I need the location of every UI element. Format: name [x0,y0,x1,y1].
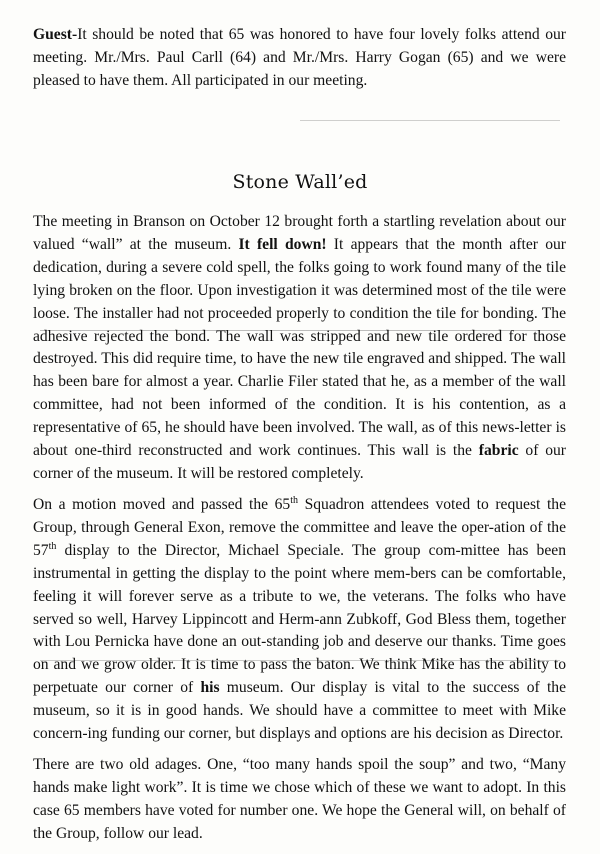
motion-text-4: museum. Our display is vital to the success of the museum, so it is in good hands. We should have a committee to meet with Mike concern-ing funding our corner, but displays and options are his decision as Director. [33,679,566,743]
motion-text-1: On a motion moved and passed the 65 [33,496,291,513]
motion-sup-2: th [48,540,57,552]
wall-bold-2: fabric [478,442,519,460]
adages-paragraph: There are two old adages. One, “too many hands spoil the soup” and two, “Many hands make light work”. It is time we chose which of these we want to adopt. In this case 65 members have voted for number one. We hope the General will, on behalf of the Group, follow our lead. [33,756,566,842]
wall-paragraph [33,211,566,486]
scan-artifact-line [300,120,560,121]
wall-text-3: of our corner of the museum. It will be restored completely. [33,442,567,482]
motion-sup-1: th [290,495,299,506]
article-title: Stone Wall’ed [232,171,368,193]
motion-text-3: display to the Director, Michael Speciale. The group com-mittee has been instrumental in getting the display to the point where mem-bers can be comfortable, feeling it will forever serve as a tribute to we, the veterans. The folks who have served so well, Harvey Lippincott and Herm-ann Zubkoff, God Bless them, together with Lou Pernicka have done an out-standing job and deserve our thanks. Time goes on and we grow older. It is time to pass the baton. We think Mike has the ability to perpetuate our corner of [33,541,566,697]
guest-paragraph [33,24,566,93]
wall-text-1: The meeting in Branson on October 12 brought forth a startling revelation about our valued “wall” at the museum. [33,213,566,253]
scan-artifact-line [40,660,560,661]
motion-text-2: Squadron attendees voted to request the Group, through General Exon, remove the committee and leave the oper-ation of the 57 [33,496,566,559]
wall-text-2: It appears that the month after our dedication, during a severe cold spell, the folks going to work found many of the tile lying broken on the floor. Upon investigation it was determined most of the tile were loose. The installer had not proceeded properly to condition the tile for bonding. The adhesive rejected the bond. The wall was stripped and new tile ordered for those destroyed. This did require time, to have the new tile engraved and shipped. The wall has been bare for almost a year. Charlie Filer stated that he, as a member of the wall committee, had not been informed of the condition. It is his contention, as a representative of 65, he should have been involved. The wall, as of this news-letter is about one-third reconstructed and work continues. This wall is the [33,235,566,460]
wall-bold-1: It fell down! [238,235,327,253]
guest-text: It should be noted that 65 was honored to have four lovely folks attend our meeting. Mr./Mrs. Paul Carll (64) and Mr./Mrs. Harry Gogan (65) and we were pleased to have them. All participated in our meeting. [33,26,566,89]
motion-paragraph [33,494,566,746]
motion-bold: his [200,679,220,697]
scan-artifact-line [40,330,560,331]
guest-label: Guest- [33,26,78,43]
